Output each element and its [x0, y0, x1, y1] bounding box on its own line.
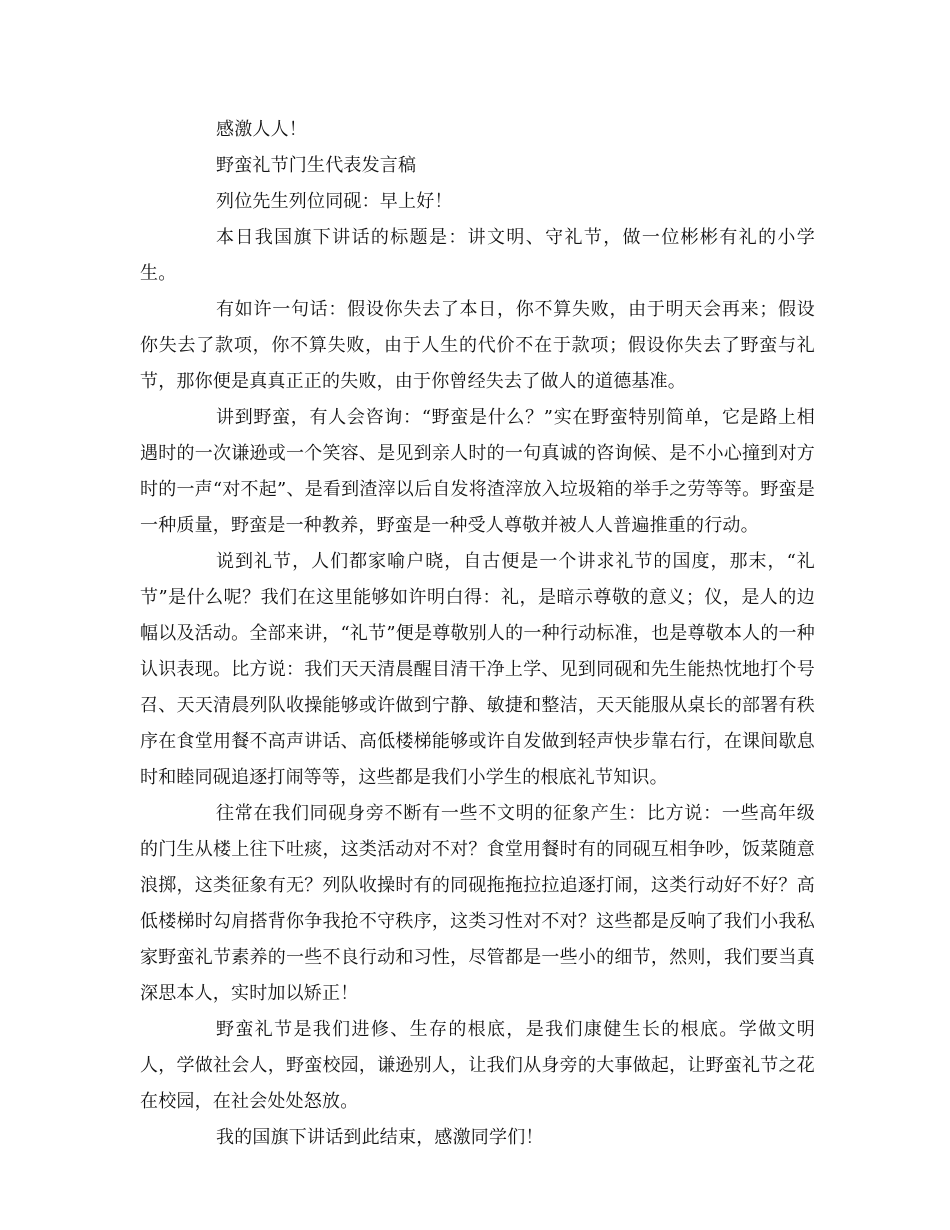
paragraph-topic: 本日我国旗下讲话的标题是：讲文明、守礼节，做一位彬彬有礼的小学生。 [140, 227, 815, 284]
paragraph-thanks: 感激人人！ [216, 119, 307, 140]
paragraph-title: 野蛮礼节门生代表发言稿 [216, 155, 417, 176]
paragraph-closing: 我的国旗下讲话到此结束，感激同学们！ [216, 1127, 544, 1148]
paragraph-saying: 有如许一句话：假设你失去了本日，你不算失败，由于明天会再来；假设你失去了款项，你不算失败，由于人生的代价不在于款项；假设你失去了野蛮与礼节，那你便是真真正正的失败，由于你曾经失去了做人的道德基准。 [140, 299, 815, 392]
paragraph-conclusion: 野蛮礼节是我们进修、生存的根底，是我们康健生长的根底。学做文明人，学做社会人，野蛮校园，谦逊别人，让我们从身旁的大事做起，让野蛮礼节之花在校园，在社会处处怒放。 [140, 1019, 815, 1112]
paragraph-civility: 讲到野蛮，有人会咨询：“野蛮是什么？”实在野蛮特别简单，它是路上相遇时的一次谦逊或一个笑容、是见到亲人时的一句真诚的咨询候、是不小心撞到对方时的一声“对不起”、是看到渣滓以后自发将渣滓放入垃圾箱的举手之劳等等。野蛮是一种质量，野蛮是一种教养，野蛮是一种受人尊敬并被人人普遍推重的行动。 [140, 407, 815, 536]
document-body [140, 112, 815, 1156]
paragraph-etiquette: 说到礼节，人们都家喻户晓，自古便是一个讲求礼节的国度，那末，“礼节”是什么呢？我们在这里能够如许明白得：礼，是暗示尊敬的意义；仪，是人的边幅以及活动。全部来讲，“礼节”便是尊敬别人的一种行动标准，也是尊敬本人的一种认识表现。比方说：我们天天清晨醒目清干净上学、见到同砚和先生能热忱地打个号召、天天清晨列队收操能够或许做到宁静、敏捷和整洁，天天能服从桌长的部署有秩序在食堂用餐不高声讲话、高低楼梯能够或许自发做到轻声快步靠右行，在课间歇息时和睦同砚追逐打闹等等，这些都是我们小学生的根底礼节知识。 [140, 551, 815, 788]
paragraph-problems: 往常在我们同砚身旁不断有一些不文明的征象产生：比方说：一些高年级的门生从楼上往下吐痰，这类活动对不对？食堂用餐时有的同砚互相争吵，饭菜随意浪掷，这类征象有无？列队收操时有的同砚拖拖拉拉追逐打闹，这类行动好不好？高低楼梯时勾肩搭背你争我抢不守秩序，这类习性对不对？这些都是反响了我们小我私家野蛮礼节素养的一些不良行动和习性，尽管都是一些小的细节，然则，我们要当真深思本人，实时加以矫正！ [140, 803, 815, 1004]
paragraph-greeting: 列位先生列位同砚：早上好！ [216, 191, 453, 212]
